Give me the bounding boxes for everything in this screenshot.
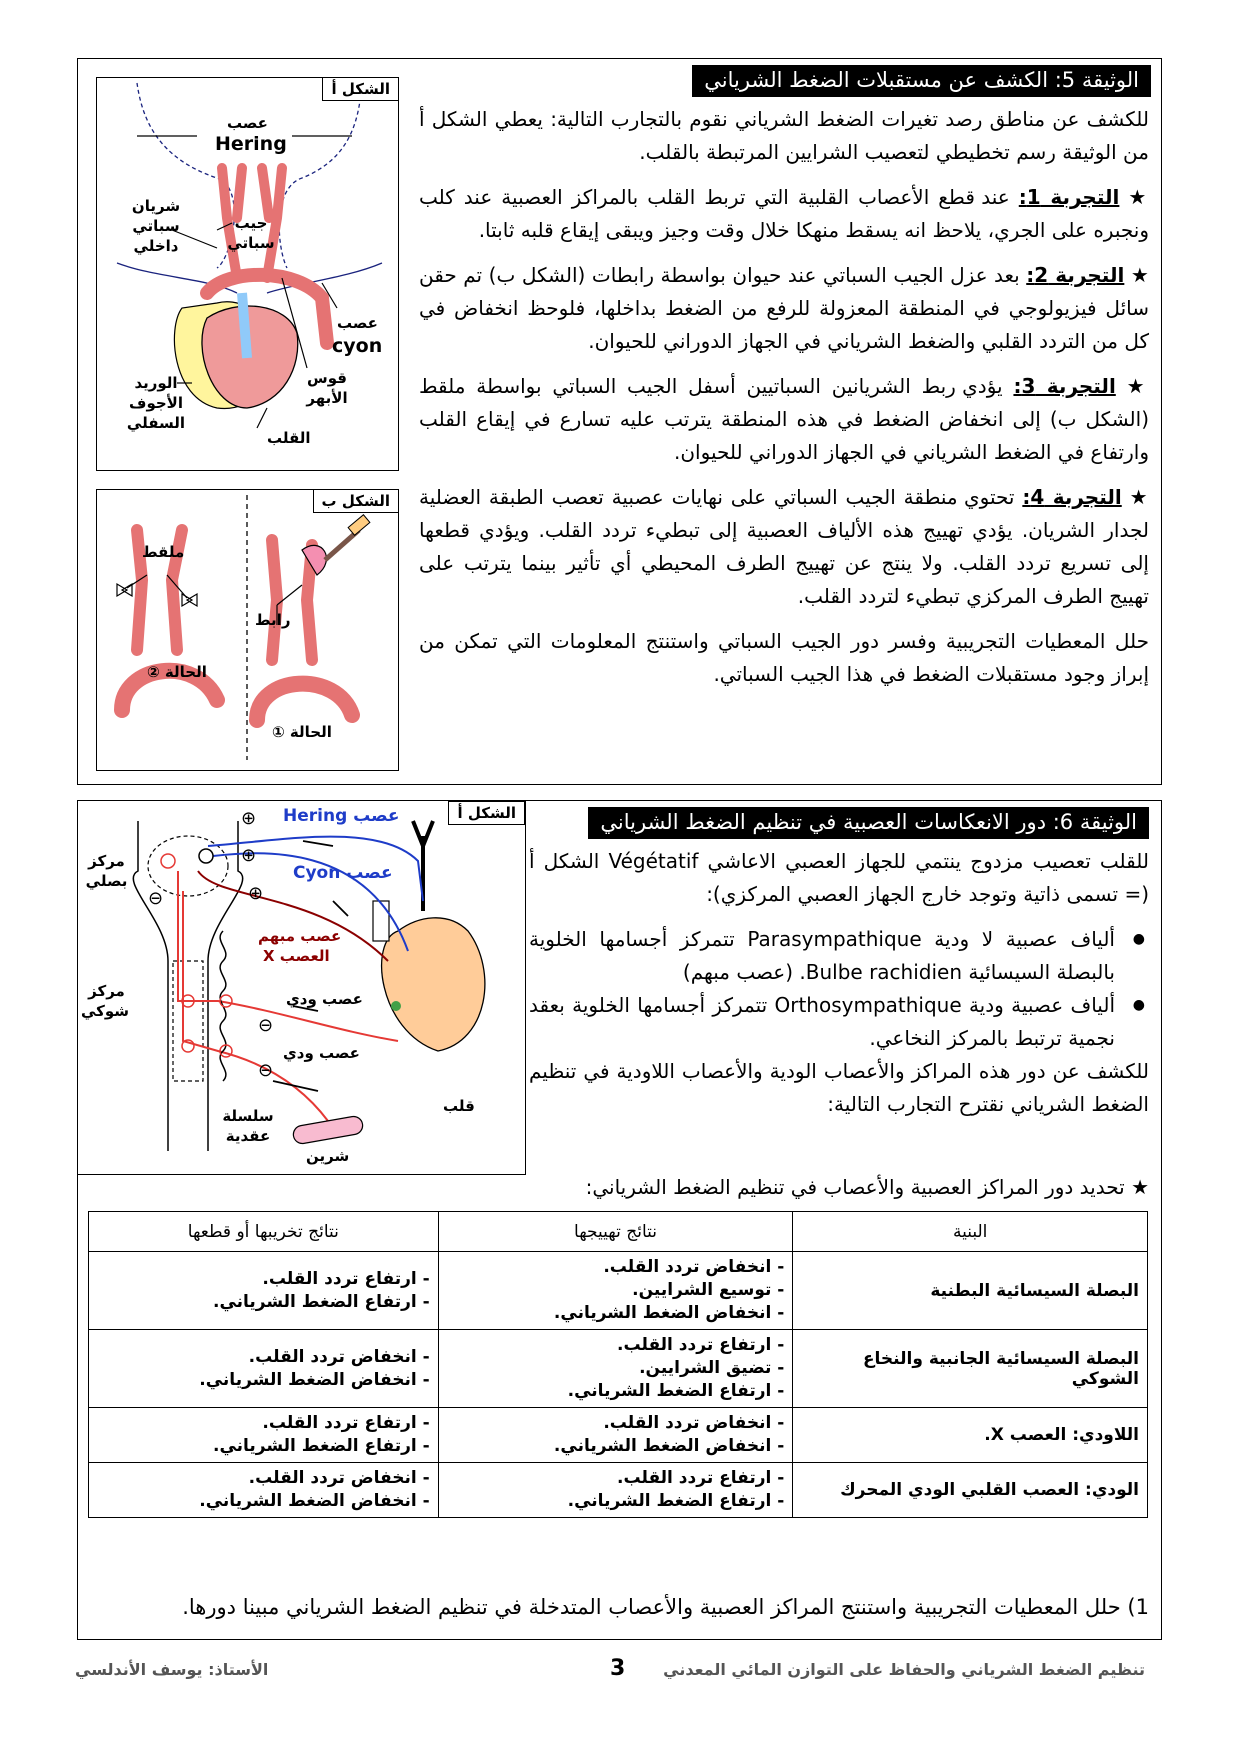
result-item: - ارتفاع الضغط الشرياني. (567, 1491, 785, 1511)
doc6-outro: للكشف عن دور هذه المراكز والأعصاب الودية والأعصاب اللاودية في تنظيم الضغط الشرياني نقترح التجارب التالية: (529, 1059, 1149, 1116)
result-item: - ارتفاع الضغط الشرياني. (212, 1291, 430, 1312)
header-stimulation: نتائج تهييجها (438, 1212, 793, 1252)
cyon-label-en: cyon (332, 335, 383, 357)
row-destruction (89, 1330, 439, 1408)
arrow-icon (303, 841, 333, 846)
row-structure: البصلة السيسائية الجانبية والنخاع الشوكي (793, 1330, 1148, 1408)
hering-nerve-right (279, 83, 362, 268)
page-number: 3 (610, 1656, 626, 1681)
sinoatrial-node-icon (391, 1001, 401, 1011)
doc5-figure-b (96, 489, 399, 771)
pointer-line (257, 408, 267, 428)
bulb-center-label: مركز بصلي (85, 852, 128, 890)
hering-label-ar: عصب (227, 114, 268, 132)
result-item: - توسيع الشرايين. (632, 1280, 785, 1300)
row-stimulation (438, 1408, 793, 1463)
table-row (89, 1408, 1148, 1463)
doc6-task: ★ تحديد دور المراكز العصبية والأعصاب في تنظيم الضغط الشرياني: (585, 1175, 1149, 1199)
doc6-question: 1) حلل المعطيات التجريبية واستنتج المراكز العصبية والأعصاب المتدخلة في تنظيم الضغط الشرياني مبينا دورها. (182, 1595, 1149, 1619)
doc6-text (529, 845, 1149, 1133)
exp4-label: التجربة 4: (1022, 485, 1122, 509)
row-structure: الودي: العصب القلبي الودي المحرك (793, 1463, 1148, 1518)
cyon-label-ar: عصب (337, 314, 378, 332)
row-structure: البصلة السيسائية البطنية (793, 1252, 1148, 1330)
results-table (88, 1211, 1148, 1518)
case1-carotid (272, 540, 312, 660)
document-6 (77, 800, 1162, 1640)
doc6-bullets (529, 923, 1149, 1055)
aortic-arch-label: قوس الأبهر (306, 369, 348, 407)
result-item: - ارتفاع الضغط الشرياني. (567, 1381, 785, 1401)
case1-aortic-arch (257, 684, 352, 720)
heart-label: القلب (267, 429, 311, 447)
artery-label: شرين (306, 1147, 350, 1165)
ligature-label: رابط (255, 611, 291, 629)
plus-sign: ⊕ (241, 845, 257, 866)
vena-cava-label: الوريد الأجوف السفلي (126, 374, 186, 432)
result-item: - تضيق الشرايين. (639, 1358, 785, 1378)
row-stimulation (438, 1330, 793, 1408)
neuron-icon (199, 849, 213, 863)
minus-sign: ⊖ (148, 888, 164, 909)
doc5-exp1: ★ التجربة 1: عند قطع الأعصاب القلبية التي تربط القلب بالمراكز العصبية عند كلب ونجبره على الجري، يلاحظ انه يسقط منهكا خلال وقت وجيز ويبقى إيقاع قلبه ثابتا. (419, 185, 1149, 242)
clamp-label: ملقط (142, 543, 185, 561)
heart-label: قلب (443, 1097, 475, 1115)
sympathetic-label-2: عصب ودي (283, 1044, 360, 1062)
exp3-text: يؤدي ربط الشريانين السباتيين أسفل الجيب السباتي بواسطة ملقط (الشكل ب) إلى انخفاض الضغط في هذه المنطقة يترتب عليه تسارع في إيقاع القلب وارتفاع في الضغط الشرياني في الجهاز الدوراني للحيوان. (419, 374, 1149, 464)
header-destruction: نتائج تخريبها أو قطعها (89, 1212, 439, 1252)
bullet-orthosympathetic: ● ألياف عصبية ودية Orthosympathique تتمركز أجسامها الخلوية بعقد نجمية ترتبط بالمركز النخاعي. (529, 989, 1149, 1055)
nerve-x-label: العصب X (263, 947, 330, 965)
doc6-title: الوثيقة 6: دور الانعكاسات العصبية في تنظيم الضغط الشرياني (588, 807, 1149, 839)
table-row (89, 1463, 1148, 1518)
exp2-label: التجربة 2: (1026, 263, 1125, 287)
hering-label-en: Hering (215, 133, 287, 155)
doc5-exp2: ★ التجربة 2: بعد عزل الجيب السباتي عند حيوان بواسطة رابطات (الشكل ب) تم حقن سائل فيزيولوجي في المنطقة المعزولة للرفع من الضغط بداخلها، فلوحظ انخفاض في كل من التردد القلبي والضغط الشرياني في الجهاز الدوراني للحيوان. (419, 263, 1149, 353)
minus-sign: ⊖ (258, 1060, 274, 1081)
cyon-label: عصب Cyon (293, 863, 393, 883)
doc5-question: حلل المعطيات التجريبية وفسر دور الجيب السباتي واستنتج المعلومات التي تمكن من إبراز وجود مستقبلات الضغط في هذا الجيب السباتي. (419, 629, 1149, 686)
case2-label: الحالة ② (147, 663, 207, 681)
doc5-exp4: ★ التجربة 4: تحتوي منطقة الجيب السباتي على نهايات عصبية تعصب الطبقة العضلية لجدار الشريان. يؤدي تهييج هذه الألياف العصبية إلى تبطيء تردد القلب. ويؤدي قطعها إلى تسريع تردد القلب. ولا ينتج عن تهييج الطرف المحيطي أي تأثير بينما يترتب على تهييج الطرف المركزي تبطيء لتردد القلب. (419, 485, 1149, 608)
table-row (89, 1252, 1148, 1330)
row-destruction (89, 1408, 439, 1463)
doc5-fig-a-label: الشكل أ (322, 77, 399, 101)
result-item: - ارتفاع الضغط الشرياني. (212, 1436, 430, 1456)
row-stimulation (438, 1463, 793, 1518)
plus-sign: ⊕ (241, 808, 257, 829)
heart-shape (382, 918, 485, 1051)
result-item: - انخفاض تردد القلب. (603, 1257, 785, 1277)
carotid-sinus-label: جيب سباتي (227, 214, 275, 252)
doc6-figure-a (78, 801, 526, 1175)
exp1-label: التجربة 1: (1018, 185, 1120, 209)
footer-course: تنظيم الضغط الشرياني والحفاظ على التوازن المائي المعدني (663, 1660, 1145, 1679)
arrow-icon (273, 1081, 318, 1091)
doc5-title: الوثيقة 5: الكشف عن مستقبلات الضغط الشرياني (692, 65, 1151, 97)
header-structure: البنية (793, 1212, 1148, 1252)
result-item: - ارتفاع تردد القلب. (617, 1335, 785, 1355)
result-item: - انخفاض تردد القلب. (603, 1413, 785, 1433)
doc5-exp3: ★ التجربة 3: يؤدي ربط الشريانين السباتيين أسفل الجيب السباتي بواسطة ملقط (الشكل ب) إلى انخفاض الضغط في هذه المنطقة يترتب عليه تسارع في إيقاع القلب وارتفاع في الضغط الشرياني في الجهاز الدوراني للحيوان. (419, 374, 1149, 464)
doc5-fig-b-label: الشكل ب (313, 489, 399, 513)
row-structure: اللاودي: العصب X. (793, 1408, 1148, 1463)
case1-label: الحالة ① (272, 723, 332, 741)
result-item: - انخفاض تردد القلب. (248, 1468, 430, 1488)
row-destruction (89, 1252, 439, 1330)
arrow-icon (333, 901, 348, 916)
table-header-row (89, 1212, 1148, 1252)
aorta-shape (373, 901, 389, 941)
hering-label: عصب Hering (283, 806, 400, 826)
doc6-fig-a-label: الشكل أ (448, 801, 525, 825)
doc5-intro: للكشف عن مناطق رصد تغيرات الضغط الشرياني نقوم بالتجارب التالية: يعطي الشكل أ من الوثيقة رسم تخطيطي لتعصيب الشرايين المرتبطة بالقلب. (419, 107, 1149, 164)
exp2-text: بعد عزل الجيب السباتي عند حيوان بواسطة رابطات (الشكل ب) تم حقن سائل فيزيولوجي في المنطقة المعزولة للرفع من الضغط بداخلها، فلوحظ انخفاض في كل من التردد القلبي والضغط الشرياني في الجهاز الدوراني للحيوان. (419, 263, 1149, 353)
result-item: - ارتفاع تردد القلب. (262, 1268, 430, 1289)
table-row (89, 1330, 1148, 1408)
bullet-parasympathetic: ● ألياف عصبية لا ودية Parasympathique تتمركز أجسامها الخلوية بالبصلة السيسائية Bulbe rachidien. (عصب مبهم) (529, 923, 1149, 989)
result-item: - ارتفاع تردد القلب. (617, 1468, 785, 1488)
spinal-center-label: مركز شوكي (80, 982, 129, 1020)
result-item: - انخفاض الضغط الشرياني. (553, 1303, 785, 1323)
exp1-text: عند قطع الأعصاب القلبية التي تربط القلب بالمراكز العصبية عند كلب ونجبره على الجري، يلاحظ انه يسقط منهكا خلال وقت وجيز ويبقى إيقاع قلبه ثابتا. (419, 185, 1149, 242)
exp4-text: تحتوي منطقة الجيب السباتي على نهايات عصبية تعصب الطبقة العضلية لجدار الشريان. يؤدي تهييج هذه الألياف العصبية إلى تبطيء تردد القلب. ويؤدي قطعها إلى تسريع تردد القلب. ولا ينتج عن تهييج الطرف المحيطي أي تأثير بينما يترتب على تهييج الطرف المركزي تبطيء لتردد القلب. (419, 485, 1149, 608)
carotid-sinus-experiment-diagram (97, 490, 397, 768)
exp3-label: التجربة 3: (1013, 374, 1116, 398)
result-item: - انخفاض الضغط الشرياني. (553, 1436, 785, 1456)
result-item: - ارتفاع تردد القلب. (262, 1413, 430, 1433)
doc6-intro: للقلب تعصيب مزدوج ينتمي للجهاز العصبي الاعاشي Végétatif الشكل أ (= تسمى ذاتية وتوجد خارج الجهاز العصبي المركزي): (529, 849, 1149, 906)
sympathetic-label-1: عصب ودي (286, 990, 363, 1008)
doc5-figure-a (96, 77, 399, 471)
document-5 (77, 58, 1162, 785)
doc5-text (419, 103, 1149, 703)
result-item: - انخفاض الضغط الشرياني. (199, 1369, 430, 1390)
plus-sign: ⊕ (248, 883, 264, 904)
internal-carotid-label: شريان سباتي داخلي (131, 197, 181, 255)
result-item: - انخفاض تردد القلب. (248, 1346, 430, 1367)
footer-teacher: الأستاذ: يوسف الأندلسي (75, 1660, 269, 1679)
ganglion-chain-label: سلسلة عقدية (222, 1107, 274, 1145)
row-destruction (89, 1463, 439, 1518)
clamp-icon (182, 594, 197, 606)
neuron-icon (161, 854, 175, 868)
result-item: - انخفاض الضغط الشرياني. (199, 1491, 430, 1511)
minus-sign: ⊖ (258, 1015, 274, 1036)
vagus-label: عصب مبهم (258, 927, 342, 945)
pulmonary-vessel (242, 293, 247, 358)
row-stimulation (438, 1252, 793, 1330)
